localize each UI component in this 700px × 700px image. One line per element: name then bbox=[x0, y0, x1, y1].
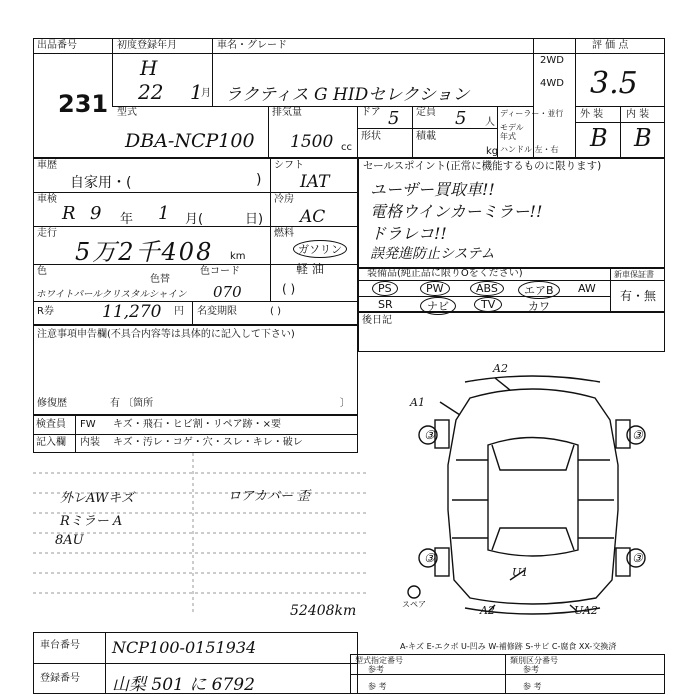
era-value: H bbox=[140, 56, 158, 80]
lot-number: 231 bbox=[58, 90, 109, 118]
ext-label: 外 装 bbox=[580, 109, 604, 120]
sub-type-label: 参 考 bbox=[523, 682, 542, 691]
type-label: 型式 bbox=[117, 107, 137, 118]
equip-pw: PW bbox=[420, 281, 450, 296]
displacement-label: 排気量 bbox=[272, 107, 302, 118]
equip-ps: PS bbox=[372, 281, 398, 296]
fw-items: キズ・飛石・ヒビ割・リペア跡・×要 bbox=[113, 419, 281, 430]
first-reg-label: 初度登録年月 bbox=[117, 40, 177, 51]
fuel-label: 燃料 bbox=[274, 228, 294, 239]
year-unit: 年 bbox=[120, 212, 134, 227]
rating-label: 評 価 点 bbox=[592, 40, 629, 51]
aircon-label: 冷房 bbox=[274, 194, 294, 205]
sales-points-label: セールスポイント(正常に機能するものに限ります) bbox=[363, 160, 602, 172]
color-value: ホワイトパールクリスタルシャイン bbox=[36, 289, 187, 300]
plate-label: 登録番号 bbox=[40, 673, 80, 684]
doors-label: ドア bbox=[361, 107, 381, 118]
sales-point-3: ドラレコ!! bbox=[370, 224, 447, 243]
mark-a2-bottom: A2 bbox=[480, 604, 495, 617]
int-items: キズ・汚レ・コゲ・穴・スレ・キレ・破レ bbox=[113, 437, 303, 448]
mark-ua2: UA2 bbox=[574, 604, 598, 617]
hand-note-4: 8AU bbox=[55, 533, 84, 548]
color-code-label: 色コード bbox=[200, 266, 240, 277]
hand-note-2: ロアカバー 歪 bbox=[228, 489, 311, 504]
seats-value: 5 bbox=[455, 108, 467, 129]
history-value: 自家用・( bbox=[70, 175, 132, 191]
warranty-value: 有・無 bbox=[620, 289, 657, 303]
fuel-other: ( ) bbox=[282, 282, 296, 296]
person-unit: 人 bbox=[485, 117, 495, 128]
model-year-label: モデル年式 bbox=[500, 123, 524, 141]
fuel-gasoline: ガソリン bbox=[293, 240, 347, 258]
month-unit: 月 bbox=[201, 88, 211, 99]
doors-value: 5 bbox=[388, 108, 400, 129]
type-designation-label: 型式指定番号 bbox=[355, 656, 403, 665]
after-note-label: 後日記 bbox=[362, 315, 392, 326]
equip-aw: AW bbox=[578, 282, 596, 295]
shift-label: シフト bbox=[274, 160, 304, 171]
class-ref: 参考 bbox=[523, 665, 539, 674]
type-designation-ref: 参考 bbox=[368, 665, 384, 674]
int-grade: B bbox=[634, 124, 652, 152]
car-diagram bbox=[400, 360, 665, 620]
km-unit: km bbox=[230, 251, 246, 262]
repair-value: 有 〔箇所 bbox=[110, 398, 154, 409]
load-label: 積載 bbox=[416, 131, 436, 142]
warranty-label: 新車保証書 bbox=[614, 270, 654, 279]
seats-label: 定員 bbox=[416, 107, 436, 118]
displacement-value: 1500 bbox=[290, 132, 334, 152]
inspector-label: 検査員 bbox=[36, 419, 66, 430]
year-value: 22 bbox=[138, 80, 164, 104]
after-note-frame bbox=[358, 312, 665, 352]
mark-3-rr: ③ bbox=[632, 551, 643, 565]
color-code-value: 070 bbox=[213, 283, 242, 301]
type-value: DBA-NCP100 bbox=[125, 130, 255, 152]
aircon-value: AC bbox=[300, 207, 326, 227]
inspection-month: 1 bbox=[158, 203, 170, 224]
repair-label: 修復歴 bbox=[37, 398, 67, 409]
month-value: 1 bbox=[190, 80, 203, 104]
model-name-value: ラクティス G HIDセレクション bbox=[225, 85, 470, 105]
mark-a2-top: A2 bbox=[493, 362, 508, 375]
fw-label: FW bbox=[80, 419, 96, 430]
mark-3-fl: ③ bbox=[424, 428, 435, 442]
equip-abs: ABS bbox=[470, 281, 504, 296]
rating-value: 3.5 bbox=[590, 66, 638, 101]
mark-3-fr: ③ bbox=[632, 428, 643, 442]
name-change-value: ( ) bbox=[270, 306, 281, 317]
shape-label: 形状 bbox=[361, 131, 381, 142]
entry-label: 記入欄 bbox=[36, 437, 66, 448]
drive-2wd: 2WD bbox=[540, 55, 564, 66]
handle-label: ハンドル 左・右 bbox=[500, 145, 559, 154]
yen-unit: 円 bbox=[174, 306, 184, 317]
notes-label: 注意事項申告欄(不具合内容等は具体的に記入して下さい) bbox=[37, 329, 295, 340]
inspection-era: R bbox=[62, 203, 76, 224]
hand-note-3: Rミラー A bbox=[60, 514, 123, 529]
damage-legend: A-キズ E-エクボ U-凹み W-補修跡 S-サビ C-腐食 XX-交換済 bbox=[400, 642, 617, 651]
equipment-label: 装備品(純正品に限りOをください) bbox=[367, 268, 523, 279]
sales-point-4: 誤発進防止システム bbox=[370, 246, 495, 262]
chassis-value: NCP100-0151934 bbox=[112, 638, 257, 657]
plate-value: 山梨 501 に 6792 bbox=[112, 675, 255, 695]
model-name-label: 車名・グレード bbox=[217, 40, 287, 51]
sales-point-1: ユーザー買取車!! bbox=[370, 180, 495, 199]
inspection-year: 9 bbox=[90, 203, 102, 224]
history-label: 車歴 bbox=[37, 160, 57, 171]
drive-4wd: 4WD bbox=[540, 78, 564, 89]
name-change-label: 名変期限 bbox=[197, 306, 237, 317]
int-label: 内 装 bbox=[626, 109, 650, 120]
class-label: 類別区分番号 bbox=[510, 656, 558, 665]
history-close: ) bbox=[256, 172, 262, 188]
day-paren: 日) bbox=[245, 212, 264, 227]
mark-3-rl: ③ bbox=[424, 551, 435, 565]
kg-unit: kg bbox=[486, 146, 499, 157]
ext-grade: B bbox=[590, 124, 608, 152]
shift-value: IAT bbox=[300, 172, 330, 192]
mileage-label: 走行 bbox=[37, 228, 57, 239]
hand-note-1: 外レAWキズ bbox=[60, 491, 134, 506]
dealer-label: ディーラー・並行 bbox=[500, 109, 564, 118]
odometer-note: 52408km bbox=[290, 603, 357, 619]
equip-airbag: エアB bbox=[518, 281, 560, 299]
recycle-value: 11,270 bbox=[102, 302, 162, 322]
lot-label: 出品番号 bbox=[37, 40, 77, 51]
month-paren: 月( bbox=[185, 212, 204, 227]
mark-a1: A1 bbox=[410, 396, 425, 409]
color-change-label: 色替 bbox=[150, 274, 170, 285]
equip-navi: ナビ bbox=[420, 297, 456, 315]
sales-point-2: 電格ウインカーミラー!! bbox=[370, 202, 543, 221]
recycle-label: R券 bbox=[37, 306, 54, 317]
equip-tv: TV bbox=[474, 297, 502, 312]
equip-sr: SR bbox=[378, 298, 393, 311]
spare-label: スペア bbox=[402, 600, 426, 609]
sub-model-label: 参 考 bbox=[368, 682, 387, 691]
inspection-label: 車検 bbox=[37, 194, 57, 205]
cc-unit: cc bbox=[341, 142, 352, 153]
repair-close: 〕 bbox=[340, 398, 350, 409]
int-row-label: 内装 bbox=[80, 437, 100, 448]
chassis-label: 車台番号 bbox=[40, 640, 80, 651]
mileage-value: 5万2千408 bbox=[75, 238, 214, 266]
fuel-diesel: 軽 油 bbox=[296, 262, 324, 276]
color-label: 色 bbox=[37, 266, 47, 277]
equip-leather: カワ bbox=[528, 300, 550, 313]
mark-u1: U1 bbox=[512, 566, 529, 579]
